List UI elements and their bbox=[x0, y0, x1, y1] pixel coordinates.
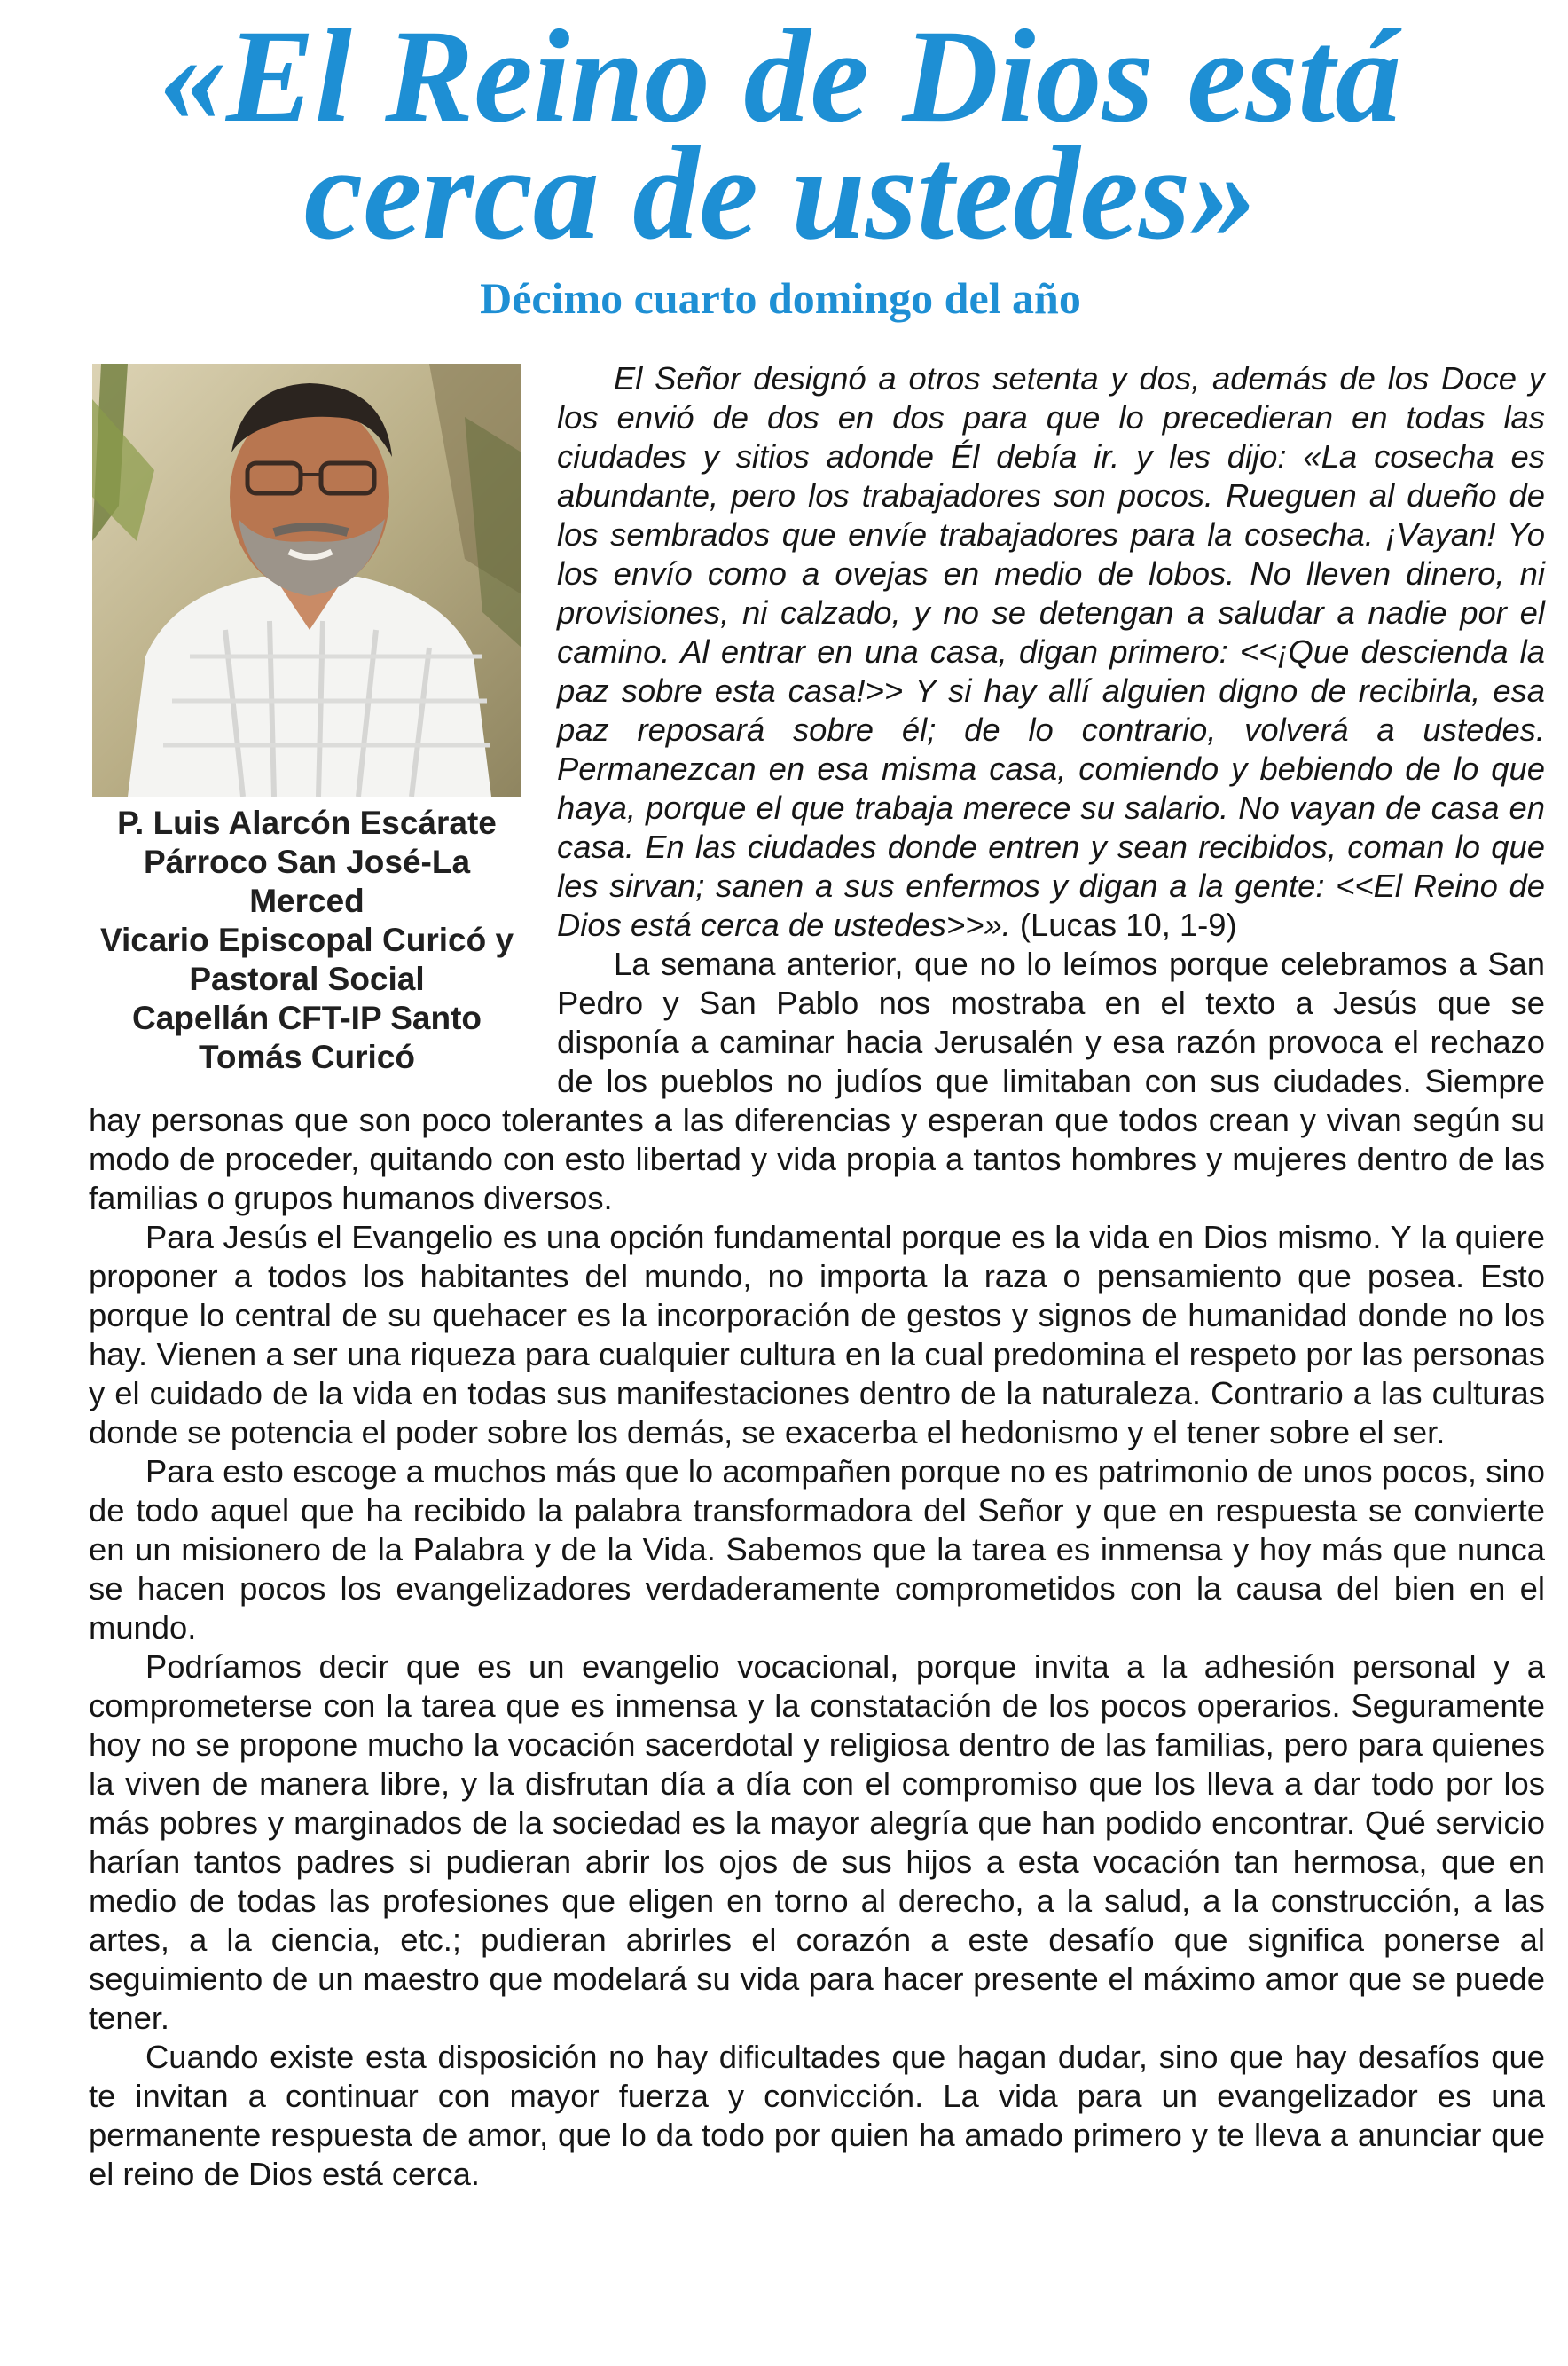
article-subtitle: Décimo cuarto domingo del año bbox=[480, 273, 1081, 323]
paragraph: La semana anterior, que no lo leímos porque celebramos a San Pedro y San Pablo nos mostraba en el texto a Jesús que se disponía a caminar hacia Jerusalén y esa razón provoca el rechazo de los pueblos no judíos que limitaban con sus ciudades. Siempre hay personas que son poco tolerantes a las diferencias y esperan que todos crean y vivan según su modo de proceder, quitando con esto libertad y vida propia a tantos hombres y mujeres dentro de las familias o grupos humanos diversos. bbox=[89, 946, 1545, 1216]
photo-spacer bbox=[89, 359, 557, 1087]
author-role-chaplain: Capellán CFT-IP Santo Tomás Curicó bbox=[131, 1000, 482, 1075]
article-body bbox=[89, 359, 1545, 2194]
author-role-parish: Párroco San José-La Merced bbox=[143, 844, 471, 919]
gospel-text: El Señor designó a otros setenta y dos, además de los Doce y los envió de dos en dos para que lo precedieran en todas las ciudades y sitios adonde Él debía ir. y les dijo: «La cosecha es abundante, pero los trabajadores son pocos. Rueguen al dueño de los sembrados que envíe trabajadores para la cosecha. ¡Vayan! Yo los envío como a ovejas en medio de lobos. No lleven dinero, ni provisiones, ni calzado, y no se detengan a saludar a nadie por el camino. Al entrar en una casa, digan primero: <<¡Que descienda la paz sobre esta casa!>> Y si hay allí alguien digno de recibirla, esa paz reposará sobre él; de lo contrario, volverá a ustedes. Permanezcan en esa misma casa, comiendo y bebiendo de lo que haya, porque el que trabaja merece su salario. No vayan de casa en casa. En las ciudades donde entren y sean recibidos, coman lo que les sirvan; sanen a sus enfermos y digan a la gente: <<El Reino de Dios está cerca de ustedes>>». bbox=[557, 360, 1545, 943]
title-line-1: «El Reino de Dios está bbox=[159, 3, 1402, 150]
paragraph: Para esto escoge a muchos más que lo acompañen porque no es patrimonio de unos pocos, sino de todo aquel que ha recibido la palabra transformadora del Señor y que en respuesta se convierte en un misionero de la Palabra y de la Vida. Sabemos que la tarea es inmensa y hoy más que nunca se hacen pocos los evangelizadores verdaderamente comprometidos con la causa del bien en el mundo. bbox=[89, 1453, 1545, 1646]
article-title bbox=[89, 3, 1472, 267]
paragraph: Cuando existe esta disposición no hay dificultades que hagan dudar, sino que hay desafíos que te invitan a continuar con mayor fuerza y convicción. La vida para un evangelizador es una permanente respuesta de amor, que lo da todo por quien ha amado primero y te lleva a anunciar que el reino de Dios está cerca. bbox=[89, 2039, 1545, 2192]
paragraph: Podríamos decir que es un evangelio vocacional, porque invita a la adhesión personal y a comprometerse con la tarea que es inmensa y la constatación de los pocos operarios. Seguramente hoy no se propone mucho la vocación sacerdotal y religiosa dentro de las familias, pero para quienes la viven de manera libre, y la disfrutan día a día con el compromiso que los lleva a dar todo por los más pobres y marginados de la sociedad es la mayor alegría que han podido encontrar. Qué servicio harían tantos padres si pudieran abrir los ojos de sus hijos a esta vocación tan hermosa, que en medio de todas las profesiones que eligen en torno al derecho, a la salud, a la construcción, a las artes, a la ciencia, etc.; pudieran abrirles el corazón a este desafío que significa ponerse al seguimiento de un maestro que modelará su vida para hacer presente el máximo amor que se puede tener. bbox=[89, 1648, 1545, 2036]
gospel-reference: (Lucas 10, 1-9) bbox=[1010, 907, 1237, 943]
author-role-vicar: Vicario Episcopal Curicó y Pastoral Social bbox=[99, 922, 514, 997]
title-line-2: cerca de ustedes» bbox=[303, 120, 1258, 267]
paragraph: Para Jesús el Evangelio es una opción fundamental porque es la vida en Dios mismo. Y la quiere proponer a todos los habitantes del mundo, no importa la raza o pensamiento que posea. Esto porque lo central de su quehacer es la incorporación de gestos y signos de humanidad donde no los hay. Vienen a ser una riqueza para cualquier cultura en la cual predomina el respeto por las personas y el cuidado de la vida en todas sus manifestaciones dentro de la naturaleza. Contrario a las culturas donde se potencia el poder sobre los demás, se exacerba el hedonismo y el tener sobre el ser. bbox=[89, 1219, 1545, 1450]
author-name: P. Luis Alarcón Escárate bbox=[117, 805, 497, 841]
